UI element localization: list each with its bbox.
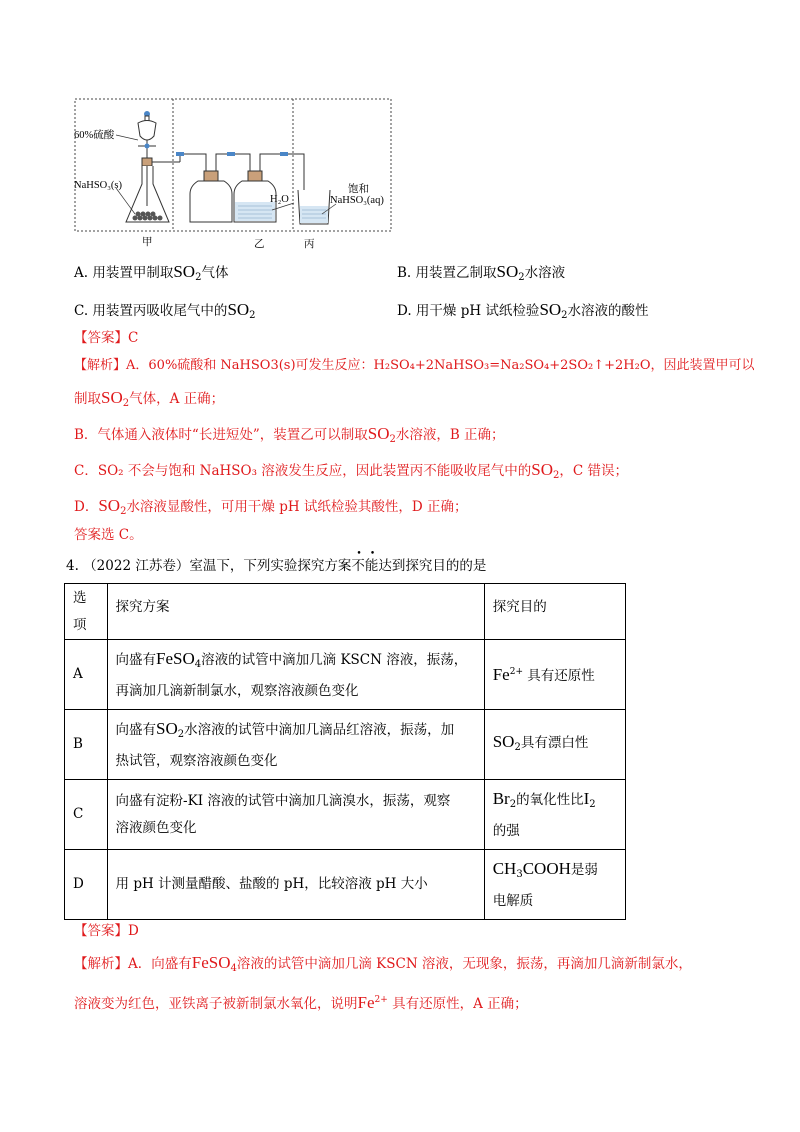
- option-c: C. 用装置丙吸收尾气中的$SO_2$: [74, 300, 256, 321]
- header-option: 选 项: [65, 584, 108, 640]
- row-a-method: 向盛有FeSO$_4$溶液的试管中滴加几滴 KSCN 溶液，振荡， 再滴加几滴新制氯水，观察溶液颜色变化: [107, 640, 484, 710]
- row-c-purpose: $Br_2$的氧化性比$I_2$ 的强: [484, 780, 625, 850]
- table-header-row: [65, 584, 626, 640]
- q3-analysis-line-5: D．$SO_2$水溶液显酸性，可用干燥 pH 试纸检验其酸性，D 正确；: [74, 496, 468, 517]
- label-jia: 甲: [142, 237, 153, 248]
- option-b: B. 用装置乙制取$SO_2$水溶液: [397, 262, 566, 283]
- row-d-option: D: [65, 850, 108, 920]
- row-c-method: 向盛有淀粉-KI 溶液的试管中滴加几滴溴水，振荡，观察 溶液颜色变化: [107, 780, 484, 850]
- option-d: D. 用干燥 pH 试纸检验$SO_2$水溶液的酸性: [397, 300, 649, 321]
- q3-analysis-line-3: B．气体通入液体时“长进短处”，装置乙可以制取$SO_2$水溶液，B 正确；: [74, 424, 505, 445]
- q4-analysis-line-2: 溶液变为红色，亚铁离子被新制氯水氧化，说明$Fe^{2+}$ 具有还原性，A 正确；: [74, 993, 528, 1012]
- label-yi: 乙: [254, 239, 265, 250]
- apparatus-jia: [126, 111, 180, 222]
- q3-analysis-line-4: C．SO₂ 不会与饱和 NaHSO₃ 溶液发生反应，因此装置丙不能吸收尾气中的$SO_2$，C 错误；: [74, 460, 629, 481]
- row-b-purpose: $SO_2$具有漂白性: [484, 710, 625, 780]
- water-label: H₂O: [270, 194, 289, 205]
- acid-label: 60%硫酸: [74, 130, 115, 141]
- q3-answer: 【答案】C: [74, 330, 139, 346]
- apparatus-bing-beaker: [298, 190, 330, 224]
- row-b-option: B: [65, 710, 108, 780]
- row-d-method: 用 pH 计测量醋酸、盐酸的 pH，比较溶液 pH 大小: [107, 850, 484, 920]
- row-b-method: 向盛有$SO_2$水溶液的试管中滴加几滴品红溶液，振荡，加 热试管，观察溶液颜色变化: [107, 710, 484, 780]
- beaker-label-1: 饱和: [348, 184, 369, 195]
- apparatus-yi-bottle-1: [190, 171, 232, 222]
- solid-label: NaHSO₃(s): [74, 180, 122, 191]
- q4-analysis-line-1: 【解析】A．向盛有FeSO$_4$溶液的试管中滴加几滴 KSCN 溶液，无现象，振荡，再滴加几滴新制氯水，: [74, 953, 692, 974]
- header-method: 探究方案: [107, 584, 484, 640]
- table-row: [65, 780, 626, 850]
- row-c-option: C: [65, 780, 108, 850]
- beaker-label-2: NaHSO₃(aq): [330, 195, 384, 206]
- q3-analysis-line-1: 【解析】A．60%硫酸和 NaHSO3(s)可发生反应：H₂SO₄+2NaHSO₃=Na₂SO₄+2SO₂↑+2H₂O，因此装置甲可以: [74, 358, 755, 373]
- table-row: [65, 710, 626, 780]
- option-a: A. 用装置甲制取$SO_2$气体: [74, 262, 229, 283]
- row-d-purpose: $CH_3COOH$是弱 电解质: [484, 850, 625, 920]
- q3-analysis-line-6: 答案选 C。: [74, 527, 143, 543]
- q4-table: [64, 583, 626, 920]
- label-bing: 丙: [304, 239, 315, 250]
- q3-analysis-line-2: 制取$SO_2$气体，A 正确；: [74, 388, 225, 409]
- header-purpose: 探究目的: [484, 584, 625, 640]
- q4-stem: 4. （2022 江苏卷）室温下，下列实验探究方案不能达到探究目的的是: [66, 558, 487, 574]
- table-row: [65, 640, 626, 710]
- row-a-option: A: [65, 640, 108, 710]
- row-a-purpose: $Fe^{2+}$ 具有还原性: [484, 640, 625, 710]
- table-row: [65, 850, 626, 920]
- apparatus-diagram: [72, 96, 394, 248]
- q4-answer: 【答案】D: [74, 923, 139, 939]
